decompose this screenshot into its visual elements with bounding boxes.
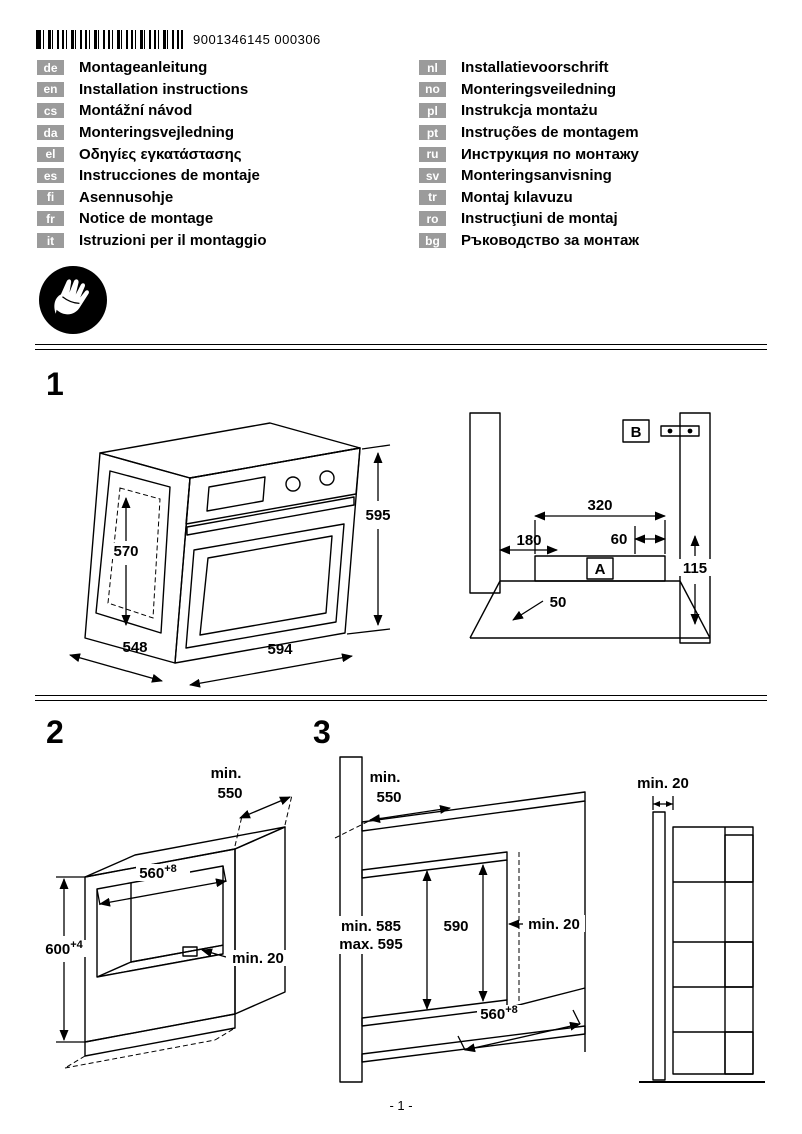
page-number: - 1 - <box>389 1098 413 1113</box>
list-item <box>419 100 639 122</box>
niche-left-wall <box>470 413 500 593</box>
language-code-badge: pl <box>419 103 446 118</box>
language-code-badge: pt <box>419 125 446 140</box>
dim-width-tolerance: +8 <box>164 863 177 875</box>
oven-door-handle <box>187 497 354 535</box>
language-title: Instrukcja montażu <box>461 102 598 120</box>
list-item <box>37 57 267 79</box>
dim-label-side-distance: 180 <box>516 532 542 549</box>
language-code-badge: fi <box>37 190 64 205</box>
oven-door-window <box>200 536 332 635</box>
language-code-badge: cs <box>37 103 64 118</box>
barcode-image <box>36 30 183 49</box>
protective-gloves-icon <box>36 263 110 337</box>
cabinet-side-view <box>673 827 753 1074</box>
dim-label-depth-min-2: 550 <box>376 789 402 806</box>
barcode-number: 9001346145 000306 <box>193 32 321 47</box>
section-divider <box>35 695 767 701</box>
oven-top-face <box>100 423 360 478</box>
language-title: Instruções de montagem <box>461 124 639 142</box>
dim-label-rear-gap: min. 20 <box>232 950 284 967</box>
language-title: Montaj kılavuzu <box>461 188 573 206</box>
language-list-left <box>37 57 267 251</box>
dim-label-front-offset: 50 <box>549 594 567 611</box>
list-item <box>37 230 267 252</box>
language-code-badge: da <box>37 125 64 140</box>
language-title: Monteringsanvisning <box>461 167 612 185</box>
dim-label-niche-height: 590 <box>443 918 469 935</box>
list-item <box>419 165 639 187</box>
figure-2-number: 2 <box>46 714 64 750</box>
cabinet-niche-opening <box>97 866 223 977</box>
list-item <box>419 208 639 230</box>
list-item <box>419 122 639 144</box>
list-item <box>37 122 267 144</box>
dim-label-width: 594 <box>267 641 293 658</box>
language-title: Instrucciones de montaje <box>79 167 260 185</box>
dim-label-inner-height: 570 <box>113 543 139 560</box>
dim-label-height-min: min. 585 <box>340 918 402 935</box>
room-wall <box>653 812 665 1080</box>
section-divider <box>35 344 767 350</box>
dim-label-rear-gap: min. 20 <box>528 916 580 933</box>
dim-label-side-gap: min. 20 <box>637 775 689 792</box>
dim-width-value: 560 <box>139 865 165 882</box>
language-code-badge: en <box>37 82 64 97</box>
language-code-badge: sv <box>419 168 446 183</box>
part-b-label: B <box>630 424 642 441</box>
list-item <box>419 187 639 209</box>
list-item <box>419 57 639 79</box>
niche-dimensions-diagram <box>455 398 755 668</box>
list-item <box>37 79 267 101</box>
language-title: Monteringsvejledning <box>79 124 235 142</box>
side-gap-diagram <box>625 752 775 1087</box>
oven-knob <box>286 477 300 491</box>
language-code-badge: tr <box>419 190 446 205</box>
language-code-badge: bg <box>419 233 446 248</box>
drawer-front <box>725 1032 753 1074</box>
language-title: Monteringsveiledning <box>461 80 617 98</box>
language-list-right <box>419 57 639 251</box>
language-code-badge: ru <box>419 147 446 162</box>
dim-label-height-max: max. 595 <box>339 936 403 953</box>
dim-label-depth-min-1: min. <box>210 765 242 782</box>
language-code-badge: nl <box>419 60 446 75</box>
dim-label-cutout-width: 320 <box>587 497 613 514</box>
oven-display <box>207 477 265 511</box>
dim-width-value: 560 <box>480 1006 506 1023</box>
language-title: Asennusohje <box>79 188 174 206</box>
language-code-badge: de <box>37 60 64 75</box>
lower-shelf <box>362 1026 585 1062</box>
drawer-front <box>725 942 753 987</box>
list-item <box>37 100 267 122</box>
cabinet-right-face <box>235 827 285 1014</box>
list-item <box>37 187 267 209</box>
oven-dimensions-diagram <box>40 393 400 693</box>
appliance-front-hatched <box>725 835 753 882</box>
language-title: Montageanleitung <box>79 59 208 77</box>
dim-label-height: 595 <box>365 507 391 524</box>
cabinet-plinth <box>85 1014 235 1056</box>
list-item <box>419 230 639 252</box>
language-title: Montážní návod <box>79 102 193 120</box>
list-item <box>37 165 267 187</box>
dim-label-depth-min-2: 550 <box>217 785 243 802</box>
dim-height-tolerance: +4 <box>70 939 83 951</box>
list-item <box>37 143 267 165</box>
language-title: Installatievoorschrift <box>461 59 609 77</box>
list-item <box>419 143 639 165</box>
oven-door <box>186 524 344 648</box>
language-title: Instrucţiuni de montaj <box>461 210 618 228</box>
language-code-badge: ro <box>419 211 446 226</box>
figure-1-number: 1 <box>46 366 64 402</box>
language-code-badge: el <box>37 147 64 162</box>
language-code-badge: no <box>419 82 446 97</box>
language-title: Οδηγίες εγκατάστασης <box>79 145 242 163</box>
language-title: Notice de montage <box>79 210 214 228</box>
barcode-row <box>36 30 321 49</box>
list-item <box>419 79 639 101</box>
language-title: Installation instructions <box>79 80 249 98</box>
dim-label-depth-min-1: min. <box>369 769 401 786</box>
language-code-badge: it <box>37 233 64 248</box>
oven-knob <box>320 471 334 485</box>
dim-label-base-height: 115 <box>682 560 708 577</box>
language-title: Istruzioni per il montaggio <box>79 232 267 250</box>
figure-3-number: 3 <box>313 714 331 750</box>
language-title: Инструкция по монтажу <box>461 145 639 163</box>
part-a-label: A <box>594 561 606 578</box>
dim-label-cutout-offset: 60 <box>610 531 628 548</box>
language-code-badge: es <box>37 168 64 183</box>
dim-width-tolerance: +8 <box>505 1004 518 1016</box>
tall-cabinet-diagram <box>315 752 615 1087</box>
niche-top-board <box>362 852 507 878</box>
language-code-badge: fr <box>37 211 64 226</box>
dim-label-depth: 548 <box>122 639 148 656</box>
list-item <box>37 208 267 230</box>
language-title: Ръководство за монтаж <box>461 232 639 250</box>
oven-front-face <box>175 448 360 663</box>
dim-height-value: 600 <box>45 941 71 958</box>
base-cabinet-diagram <box>30 752 320 1082</box>
